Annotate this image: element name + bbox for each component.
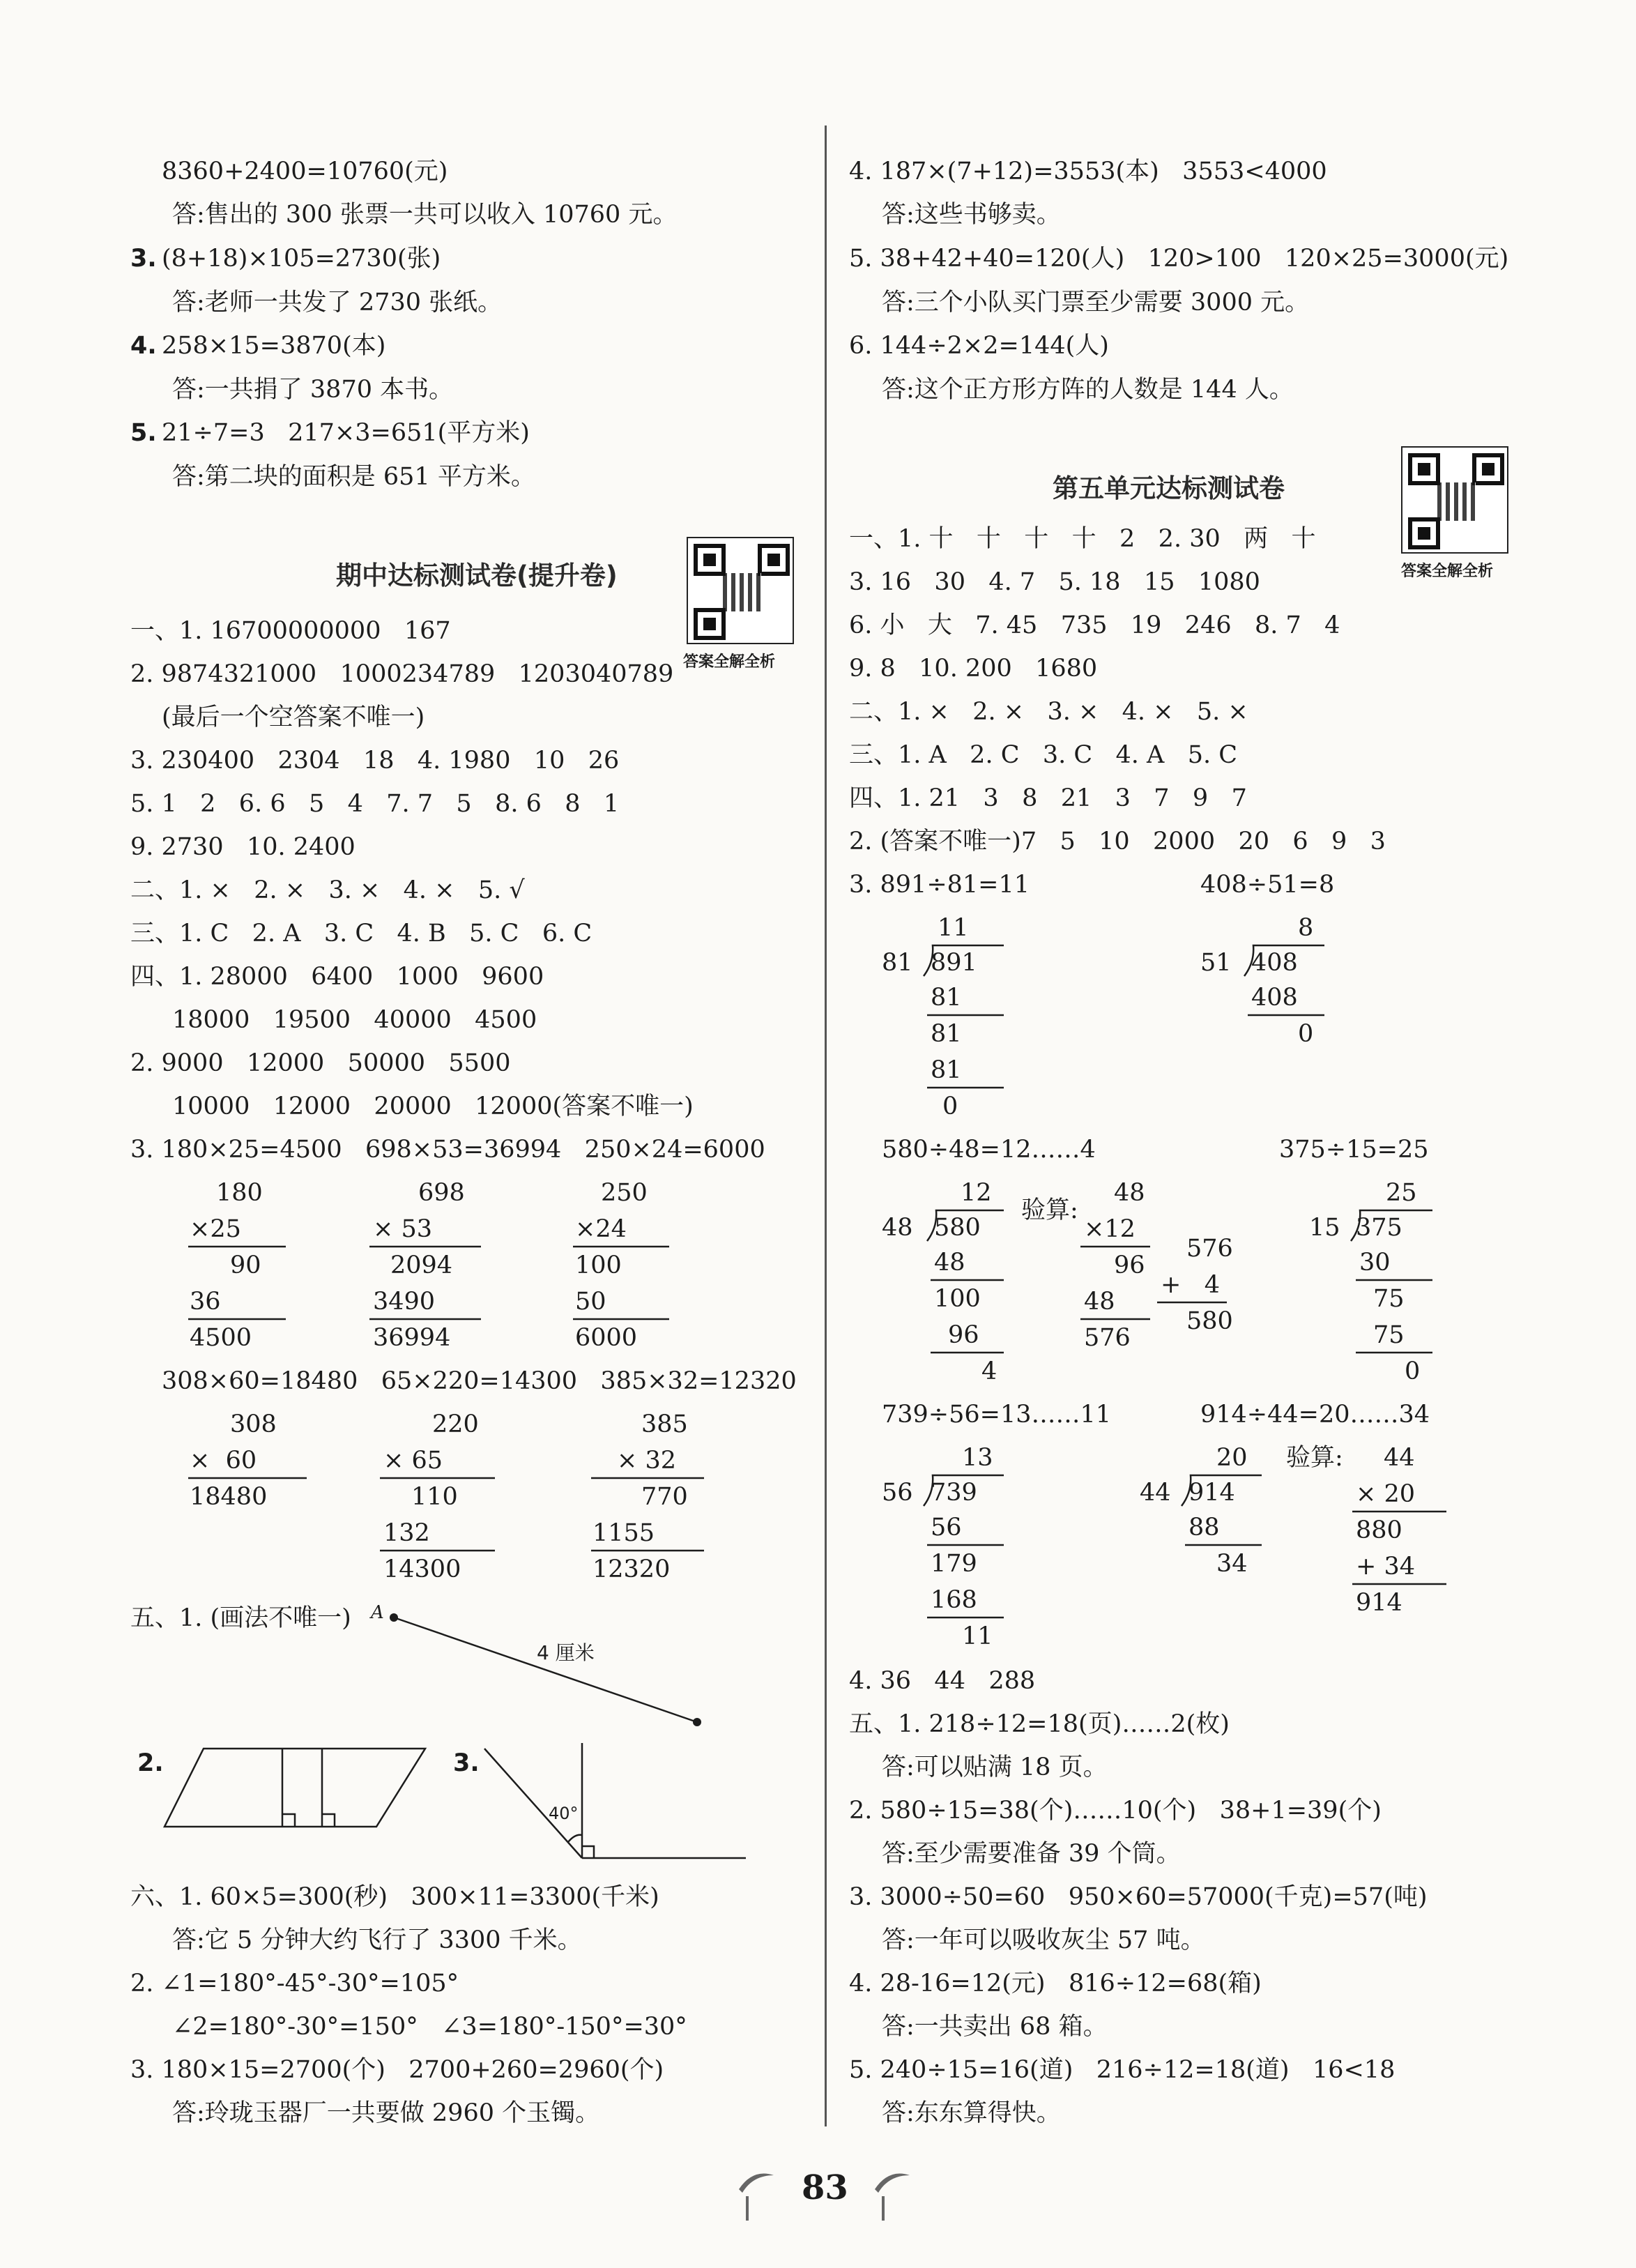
s1-2: 2. 9874321000 1000234789 1203040789 bbox=[130, 660, 674, 688]
d4-divisor: 15 bbox=[1309, 1214, 1340, 1242]
q4: 258×15=3870(本) bbox=[162, 332, 386, 360]
a5: 答:第二块的面积是 651 平方米。 bbox=[172, 463, 535, 491]
m3-p2: 50 bbox=[575, 1288, 606, 1316]
d5-step1: 56 bbox=[931, 1514, 962, 1542]
d6-dividend: 914 bbox=[1188, 1479, 1235, 1507]
s4-1b: 18000 19500 40000 4500 bbox=[172, 1006, 537, 1034]
d5-remainder: 11 bbox=[962, 1622, 993, 1650]
d4-step1: 30 bbox=[1359, 1249, 1391, 1277]
r-s4-3a: 3. 891÷81=11 bbox=[849, 871, 1030, 899]
m3-p1: 100 bbox=[575, 1251, 622, 1279]
r-s1-6: 6. 小 大 7. 45 735 19 246 8. 7 4 bbox=[849, 611, 1340, 639]
check-label-1: 验算: bbox=[1021, 1196, 1078, 1224]
d1-step3: 81 bbox=[931, 1056, 962, 1084]
m5-result: 14300 bbox=[383, 1555, 461, 1583]
d2-quotient: 8 bbox=[1298, 914, 1314, 942]
m6-p2: 1155 bbox=[593, 1519, 655, 1547]
v2-top: 576 bbox=[1186, 1235, 1233, 1263]
r-a4: 答:这些书够卖。 bbox=[882, 201, 1061, 229]
d3-quotient: 12 bbox=[961, 1179, 992, 1207]
s4-3: 3. 180×25=4500 698×53=36994 250×24=6000 bbox=[130, 1136, 765, 1164]
r-a5-4: 答:一共卖出 68 箱。 bbox=[882, 2013, 1108, 2041]
v3-result: 914 bbox=[1356, 1589, 1402, 1617]
s6-3: 3. 180×15=2700(个) 2700+260=2960(个) bbox=[130, 2056, 664, 2084]
left-answer-2: 答:售出的 300 张票一共可以收入 10760 元。 bbox=[172, 201, 678, 229]
d5-divisor: 56 bbox=[882, 1479, 913, 1507]
v2-add: + 4 bbox=[1161, 1271, 1220, 1299]
d1-dividend: 891 bbox=[931, 949, 977, 977]
d1-step1: 81 bbox=[931, 984, 962, 1012]
s2: 二、1. × 2. × 3. × 4. × 5. √ bbox=[130, 876, 525, 904]
qr-label-left: 答案全解全析 bbox=[683, 653, 776, 671]
v1-top: 48 bbox=[1114, 1179, 1145, 1207]
r-e1: 580÷48=12……4 bbox=[882, 1136, 1096, 1164]
m5-top: 220 bbox=[432, 1410, 479, 1438]
m6-p1: 770 bbox=[641, 1483, 688, 1511]
d4-step2: 75 bbox=[1373, 1285, 1405, 1313]
d6-remainder: 34 bbox=[1216, 1550, 1248, 1578]
m3-mult: ×24 bbox=[575, 1215, 627, 1243]
d2-divisor: 51 bbox=[1200, 949, 1232, 977]
s5-1: 五、1. (画法不唯一) bbox=[130, 1604, 351, 1632]
m1-top: 180 bbox=[216, 1179, 263, 1207]
v2-result: 580 bbox=[1186, 1307, 1233, 1335]
s1-9: 9. 2730 10. 2400 bbox=[130, 833, 356, 861]
v3-mult: × 20 bbox=[1356, 1480, 1415, 1508]
point-a-label: A bbox=[371, 1602, 384, 1623]
m6-top: 385 bbox=[641, 1410, 688, 1438]
r-s5-2: 2. 580÷15=38(个)……10(个) 38+1=39(个) bbox=[849, 1797, 1382, 1825]
left-line-1: 8360+2400=10760(元) bbox=[162, 158, 448, 185]
r-s1-3: 3. 16 30 4. 7 5. 18 15 1080 bbox=[849, 568, 1260, 596]
r-s1-1: 一、1. 十 十 十 十 2 2. 30 两 十 bbox=[849, 525, 1316, 553]
a6-1: 答:它 5 分钟大约飞行了 3300 千米。 bbox=[172, 1926, 582, 1954]
angle-label: 40° bbox=[549, 1804, 579, 1823]
s6-2b: ∠2=180°-30°=150° ∠3=180°-150°=30° bbox=[172, 2013, 687, 2041]
r-e3: 739÷56=13……11 bbox=[882, 1401, 1112, 1429]
s1-1: 一、1. 16700000000 167 bbox=[130, 617, 451, 645]
d5-quotient: 13 bbox=[962, 1444, 993, 1472]
r-q5: 5. 38+42+40=120(人) 120>100 120×25=3000(元) bbox=[849, 245, 1509, 273]
r-s1-9: 9. 8 10. 200 1680 bbox=[849, 655, 1098, 683]
r-a5-5: 答:东东算得快。 bbox=[882, 2099, 1061, 2127]
m6-result: 12320 bbox=[593, 1555, 671, 1583]
d3-dividend: 580 bbox=[934, 1214, 981, 1242]
m1-p1: 90 bbox=[230, 1251, 261, 1279]
d6-divisor: 44 bbox=[1140, 1479, 1171, 1507]
m2-result: 36994 bbox=[373, 1324, 451, 1352]
r-s5-1: 五、1. 218÷12=18(页)……2(枚) bbox=[849, 1710, 1230, 1738]
d6-step1: 88 bbox=[1188, 1514, 1220, 1542]
s4-1a: 四、1. 28000 6400 1000 9600 bbox=[130, 963, 544, 991]
r-a5: 答:三个小队买门票至少需要 3000 元。 bbox=[882, 289, 1310, 317]
m5-p1: 110 bbox=[411, 1483, 458, 1511]
m3-top: 250 bbox=[601, 1179, 648, 1207]
r-q4: 4. 187×(7+12)=3553(本) 3553<4000 bbox=[849, 158, 1327, 185]
r-a6: 答:这个正方形方阵的人数是 144 人。 bbox=[882, 376, 1294, 404]
q5: 21÷7=3 217×3=651(平方米) bbox=[162, 419, 530, 447]
r-s5-3: 3. 3000÷50=60 950×60=57000(千克)=57(吨) bbox=[849, 1883, 1428, 1911]
d4-quotient: 25 bbox=[1386, 1179, 1417, 1207]
r-a5-3: 答:一年可以吸收灰尘 57 吨。 bbox=[882, 1926, 1205, 1954]
s6-1: 六、1. 60×5=300(秒) 300×11=3300(千米) bbox=[130, 1883, 659, 1911]
a6-3: 答:玲珑玉器厂一共要做 2960 个玉镯。 bbox=[172, 2099, 600, 2127]
s4-2b: 10000 12000 20000 12000(答案不唯一) bbox=[172, 1093, 694, 1120]
r-e2: 375÷15=25 bbox=[1279, 1136, 1429, 1164]
a3: 答:老师一共发了 2730 张纸。 bbox=[172, 289, 503, 317]
m4-top: 308 bbox=[230, 1410, 277, 1438]
q3: (8+18)×105=2730(张) bbox=[162, 245, 441, 273]
d4-remainder: 0 bbox=[1405, 1357, 1421, 1385]
d6-quotient: 20 bbox=[1216, 1444, 1248, 1472]
v3-add: + 34 bbox=[1356, 1553, 1415, 1581]
d4-step3: 75 bbox=[1373, 1321, 1405, 1349]
v1-p2: 48 bbox=[1084, 1288, 1115, 1316]
d4-dividend: 375 bbox=[1356, 1214, 1402, 1242]
d1-divisor: 81 bbox=[882, 949, 913, 977]
r-s5-5: 5. 240÷15=16(道) 216÷12=18(道) 16<18 bbox=[849, 2056, 1396, 2084]
d1-quotient: 11 bbox=[938, 914, 969, 942]
check-label-2: 验算: bbox=[1286, 1444, 1343, 1472]
unit5-title: 第五单元达标测试卷 bbox=[1053, 473, 1285, 503]
s1-3: 3. 230400 2304 18 4. 1980 10 26 bbox=[130, 747, 620, 775]
r-e4: 914÷44=20……34 bbox=[1200, 1401, 1430, 1429]
d1-remainder: 0 bbox=[942, 1093, 958, 1120]
v1-mult: ×12 bbox=[1084, 1215, 1136, 1243]
m4-result: 18480 bbox=[190, 1483, 268, 1511]
r-s4-2: 2. (答案不唯一)7 5 10 2000 20 6 9 3 bbox=[849, 828, 1386, 855]
s5-3: 3. bbox=[453, 1749, 480, 1777]
m1-result: 4500 bbox=[190, 1324, 252, 1352]
page-number: 83 bbox=[802, 2168, 848, 2207]
r-s4-3b: 408÷51=8 bbox=[1200, 871, 1335, 899]
m2-p1: 2094 bbox=[390, 1251, 453, 1279]
s4-2a: 2. 9000 12000 50000 5500 bbox=[130, 1049, 511, 1077]
d2-step1: 408 bbox=[1251, 984, 1298, 1012]
r-s4-1: 四、1. 21 3 8 21 3 7 9 7 bbox=[849, 784, 1247, 812]
r-s4-4: 4. 36 44 288 bbox=[849, 1667, 1036, 1695]
v3-top: 44 bbox=[1384, 1444, 1415, 1472]
q4-number: 4. bbox=[130, 332, 157, 360]
v1-result: 576 bbox=[1084, 1324, 1131, 1352]
m5-mult: × 65 bbox=[383, 1447, 443, 1475]
s5-2: 2. bbox=[137, 1749, 164, 1777]
d3-step3: 96 bbox=[948, 1321, 979, 1349]
q5-number: 5. bbox=[130, 419, 157, 447]
d3-divisor: 48 bbox=[882, 1214, 913, 1242]
m4-mult: × 60 bbox=[190, 1447, 257, 1475]
m2-top: 698 bbox=[418, 1179, 465, 1207]
d3-remainder: 4 bbox=[981, 1357, 997, 1385]
qr-label-right: 答案全解全析 bbox=[1401, 563, 1494, 580]
r-s3: 三、1. A 2. C 3. C 4. A 5. C bbox=[849, 741, 1237, 769]
d5-dividend: 739 bbox=[931, 1479, 977, 1507]
m1-mult: ×25 bbox=[190, 1215, 241, 1243]
a4: 答:一共捐了 3870 本书。 bbox=[172, 376, 454, 404]
length-label: 4 厘米 bbox=[537, 1641, 595, 1664]
m1-p2: 36 bbox=[190, 1288, 221, 1316]
s1-5: 5. 1 2 6. 6 5 4 7. 7 5 8. 6 8 1 bbox=[130, 790, 620, 818]
d3-step1: 48 bbox=[934, 1249, 965, 1277]
s4-3b: 308×60=18480 65×220=14300 385×32=12320 bbox=[162, 1367, 797, 1395]
d2-remainder: 0 bbox=[1298, 1020, 1314, 1048]
m2-p2: 3490 bbox=[373, 1288, 436, 1316]
d3-step2: 100 bbox=[934, 1285, 981, 1313]
m2-mult: × 53 bbox=[373, 1215, 432, 1243]
m3-result: 6000 bbox=[575, 1324, 638, 1352]
m6-mult: × 32 bbox=[617, 1447, 676, 1475]
d2-dividend: 408 bbox=[1251, 949, 1298, 977]
s3: 三、1. C 2. A 3. C 4. B 5. C 6. C bbox=[130, 920, 593, 947]
m5-p2: 132 bbox=[383, 1519, 430, 1547]
r-q6: 6. 144÷2×2=144(人) bbox=[849, 332, 1109, 360]
d5-step2: 179 bbox=[931, 1550, 977, 1578]
r-a5-1: 答:可以贴满 18 页。 bbox=[882, 1753, 1108, 1781]
r-s2: 二、1. × 2. × 3. × 4. × 5. × bbox=[849, 698, 1248, 726]
v3-p1: 880 bbox=[1356, 1516, 1402, 1544]
s1-2b: (最后一个空答案不唯一) bbox=[162, 703, 425, 731]
v1-p1: 96 bbox=[1114, 1251, 1145, 1279]
r-s5-4: 4. 28-16=12(元) 816÷12=68(箱) bbox=[849, 1970, 1262, 1997]
midterm-title: 期中达标测试卷(提升卷) bbox=[336, 561, 618, 591]
q3-number: 3. bbox=[130, 245, 157, 273]
d1-step2: 81 bbox=[931, 1020, 962, 1048]
s6-2a: 2. ∠1=180°-45°-30°=105° bbox=[130, 1970, 459, 1997]
d5-step3: 168 bbox=[931, 1586, 977, 1614]
r-a5-2: 答:至少需要准备 39 个筒。 bbox=[882, 1840, 1181, 1868]
